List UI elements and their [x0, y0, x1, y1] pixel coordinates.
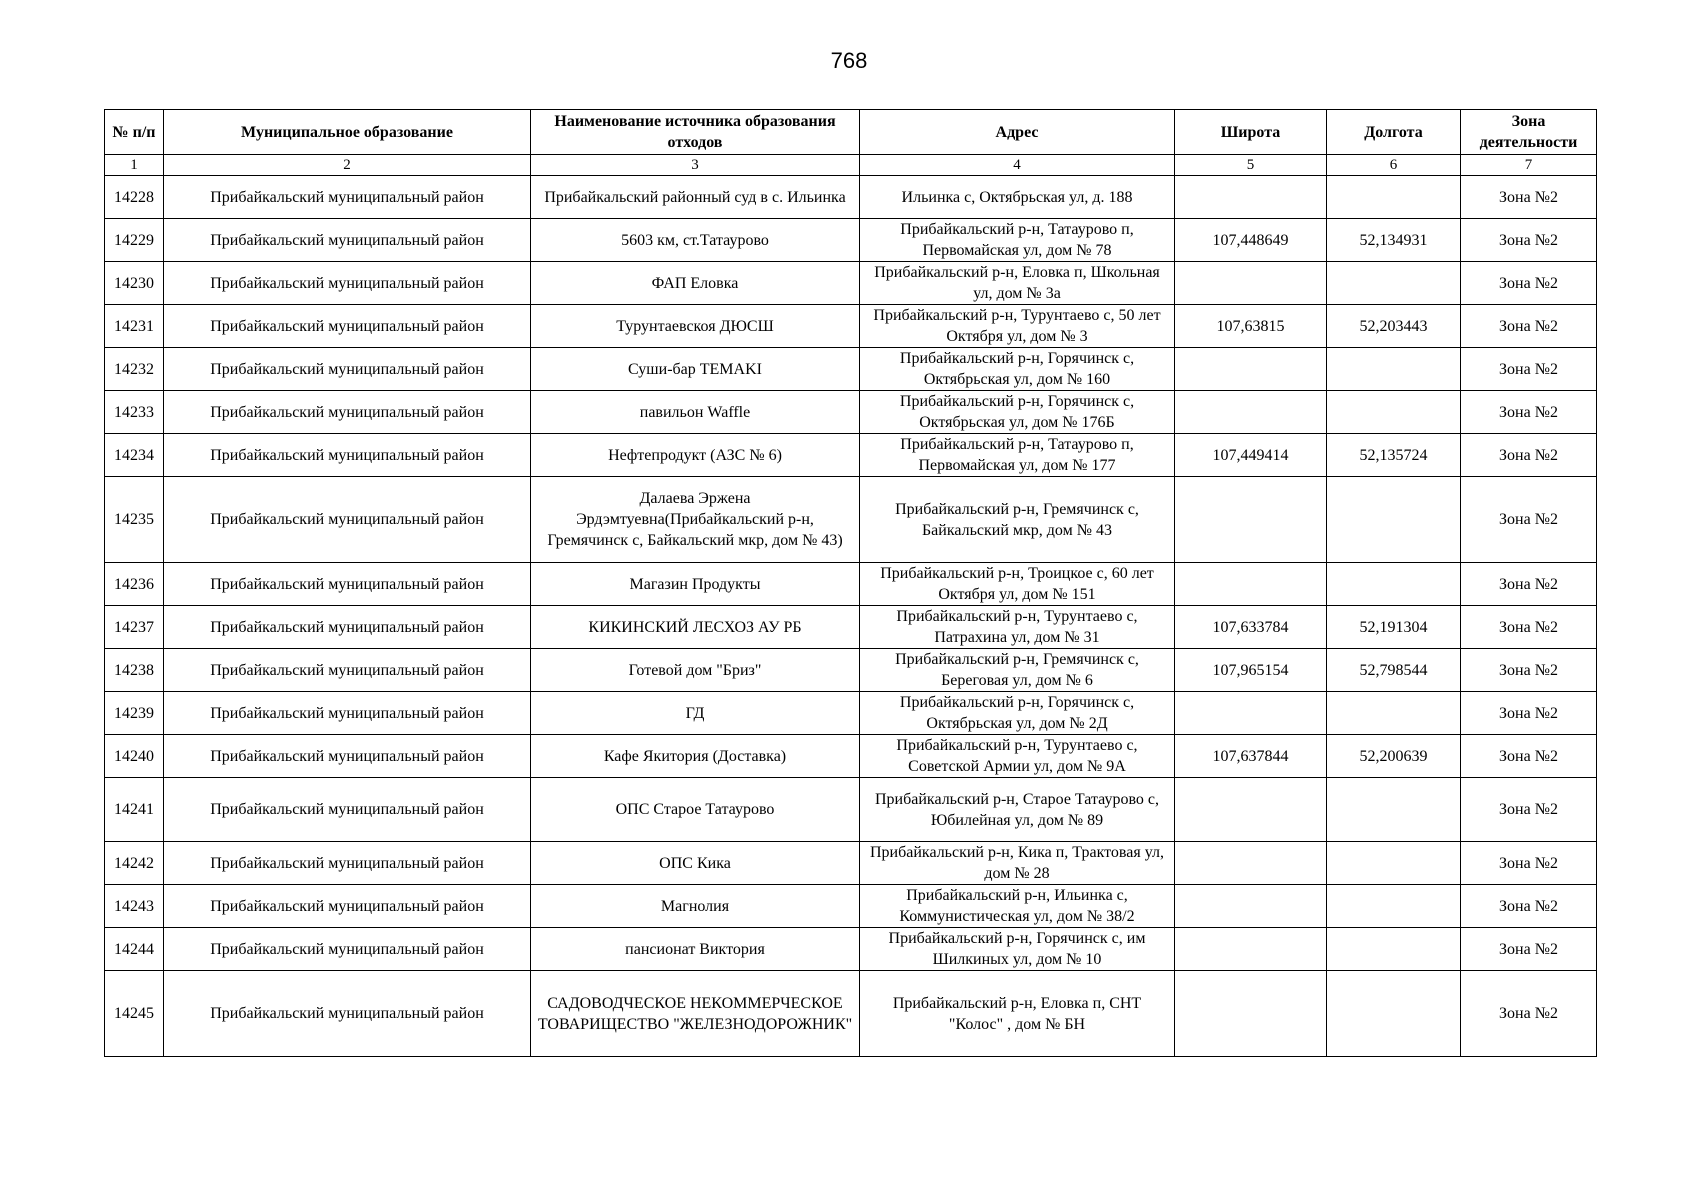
longitude-cell: 52,134931 [1327, 219, 1461, 262]
longitude-cell: 52,798544 [1327, 649, 1461, 692]
row-number-cell: 14240 [105, 735, 164, 778]
longitude-cell [1327, 928, 1461, 971]
header-cell: Муниципальное образование [164, 110, 531, 155]
zone-cell: Зона №2 [1461, 563, 1597, 606]
address-cell: Прибайкальский р-н, Турунтаево с, Советской Армии ул, дом № 9А [860, 735, 1175, 778]
longitude-cell: 52,135724 [1327, 434, 1461, 477]
zone-cell: Зона №2 [1461, 391, 1597, 434]
address-cell: Прибайкальский р-н, Татаурово п, Первомайская ул, дом № 177 [860, 434, 1175, 477]
row-number-cell: 14241 [105, 778, 164, 842]
row-number-cell: 14235 [105, 477, 164, 563]
address-cell: Прибайкальский р-н, Турунтаево с, Патрахина ул, дом № 31 [860, 606, 1175, 649]
address-cell: Прибайкальский р-н, Старое Татаурово с, Юбилейная ул, дом № 89 [860, 778, 1175, 842]
address-cell: Прибайкальский р-н, Ильинка с, Коммунистическая ул, дом № 38/2 [860, 885, 1175, 928]
latitude-cell [1175, 928, 1327, 971]
longitude-cell: 52,200639 [1327, 735, 1461, 778]
zone-cell: Зона №2 [1461, 348, 1597, 391]
row-number-cell: 14231 [105, 305, 164, 348]
source-name-cell: САДОВОДЧЕСКОЕ НЕКОММЕРЧЕСКОЕ ТОВАРИЩЕСТВО "ЖЕЛЕЗНОДОРОЖНИК" [531, 971, 860, 1057]
latitude-cell [1175, 842, 1327, 885]
latitude-cell [1175, 391, 1327, 434]
longitude-cell [1327, 563, 1461, 606]
address-cell: Прибайкальский р-н, Гремячинск с, Береговая ул, дом № 6 [860, 649, 1175, 692]
municipality-cell: Прибайкальский муниципальный район [164, 219, 531, 262]
table-row [105, 176, 1597, 219]
latitude-cell [1175, 477, 1327, 563]
latitude-cell: 107,637844 [1175, 735, 1327, 778]
longitude-cell [1327, 692, 1461, 735]
table-row [105, 434, 1597, 477]
row-number-cell: 14237 [105, 606, 164, 649]
table-row [105, 971, 1597, 1057]
source-name-cell: Магнолия [531, 885, 860, 928]
source-name-cell: павильон Waffle [531, 391, 860, 434]
municipality-cell: Прибайкальский муниципальный район [164, 434, 531, 477]
latitude-cell: 107,63815 [1175, 305, 1327, 348]
longitude-cell: 52,191304 [1327, 606, 1461, 649]
longitude-cell [1327, 262, 1461, 305]
table-row [105, 348, 1597, 391]
table-row [105, 477, 1597, 563]
row-number-cell: 14230 [105, 262, 164, 305]
zone-cell: Зона №2 [1461, 778, 1597, 842]
municipality-cell: Прибайкальский муниципальный район [164, 735, 531, 778]
row-number-cell: 14238 [105, 649, 164, 692]
table-row [105, 885, 1597, 928]
zone-cell: Зона №2 [1461, 885, 1597, 928]
table-row [105, 606, 1597, 649]
zone-cell: Зона №2 [1461, 692, 1597, 735]
municipality-cell: Прибайкальский муниципальный район [164, 305, 531, 348]
source-name-cell: ОПС Кика [531, 842, 860, 885]
municipality-cell: Прибайкальский муниципальный район [164, 778, 531, 842]
zone-cell: Зона №2 [1461, 842, 1597, 885]
source-name-cell: Далаева Эржена Эрдэмтуевна(Прибайкальский р-н, Гремячинск с, Байкальский мкр, дом № 43) [531, 477, 860, 563]
table-row [105, 262, 1597, 305]
latitude-cell: 107,965154 [1175, 649, 1327, 692]
latitude-cell [1175, 348, 1327, 391]
row-number-cell: 14243 [105, 885, 164, 928]
longitude-cell [1327, 885, 1461, 928]
municipality-cell: Прибайкальский муниципальный район [164, 842, 531, 885]
source-name-cell: Прибайкальский районный суд в с. Ильинка [531, 176, 860, 219]
municipality-cell: Прибайкальский муниципальный район [164, 348, 531, 391]
latitude-cell [1175, 971, 1327, 1057]
table-row [105, 305, 1597, 348]
address-cell: Прибайкальский р-н, Горячинск с, им Шилкиных ул, дом № 10 [860, 928, 1175, 971]
page-number: 768 [830, 48, 868, 73]
zone-cell: Зона №2 [1461, 606, 1597, 649]
zone-cell: Зона №2 [1461, 971, 1597, 1057]
row-number-cell: 14234 [105, 434, 164, 477]
row-number-cell: 14242 [105, 842, 164, 885]
longitude-cell [1327, 176, 1461, 219]
header-cell: Наименование источника образования отходов [531, 110, 860, 155]
longitude-cell: 52,203443 [1327, 305, 1461, 348]
row-number-cell: 14245 [105, 971, 164, 1057]
zone-cell: Зона №2 [1461, 176, 1597, 219]
table-row [105, 692, 1597, 735]
row-number-cell: 14233 [105, 391, 164, 434]
header-cell: № п/п [105, 110, 164, 155]
header-cell: Широта [1175, 110, 1327, 155]
source-name-cell: ГД [531, 692, 860, 735]
source-name-cell: Готевой дом "Бриз" [531, 649, 860, 692]
column-number: 6 [1327, 155, 1461, 176]
source-name-cell: Кафе Якитория (Доставка) [531, 735, 860, 778]
source-name-cell: пансионат Виктория [531, 928, 860, 971]
zone-cell: Зона №2 [1461, 477, 1597, 563]
longitude-cell [1327, 477, 1461, 563]
zone-cell: Зона №2 [1461, 219, 1597, 262]
header-cell: Зона деятельности [1461, 110, 1597, 155]
table-row [105, 563, 1597, 606]
address-cell: Прибайкальский р-н, Еловка п, СНТ "Колос" , дом № БН [860, 971, 1175, 1057]
table-body [105, 176, 1597, 1057]
column-number: 2 [164, 155, 531, 176]
zone-cell: Зона №2 [1461, 928, 1597, 971]
address-cell: Прибайкальский р-н, Троицкое с, 60 лет Октября ул, дом № 151 [860, 563, 1175, 606]
address-cell: Прибайкальский р-н, Горячинск с, Октябрьская ул, дом № 176Б [860, 391, 1175, 434]
latitude-cell [1175, 262, 1327, 305]
address-cell: Прибайкальский р-н, Горячинск с, Октябрьская ул, дом № 2Д [860, 692, 1175, 735]
source-name-cell: Суши-бар TEMAKI [531, 348, 860, 391]
address-cell: Прибайкальский р-н, Еловка п, Школьная ул, дом № 3а [860, 262, 1175, 305]
source-name-cell: ОПС Старое Татаурово [531, 778, 860, 842]
municipality-cell: Прибайкальский муниципальный район [164, 176, 531, 219]
table-row [105, 928, 1597, 971]
source-name-cell: ФАП Еловка [531, 262, 860, 305]
municipality-cell: Прибайкальский муниципальный район [164, 606, 531, 649]
latitude-cell [1175, 563, 1327, 606]
column-number-row [105, 155, 1597, 176]
longitude-cell [1327, 391, 1461, 434]
longitude-cell [1327, 778, 1461, 842]
table-row [105, 649, 1597, 692]
zone-cell: Зона №2 [1461, 735, 1597, 778]
address-cell: Ильинка с, Октябрьская ул, д. 188 [860, 176, 1175, 219]
header-cell: Долгота [1327, 110, 1461, 155]
latitude-cell [1175, 885, 1327, 928]
column-number: 4 [860, 155, 1175, 176]
address-cell: Прибайкальский р-н, Кика п, Трактовая ул, дом № 28 [860, 842, 1175, 885]
address-cell: Прибайкальский р-н, Турунтаево с, 50 лет Октября ул, дом № 3 [860, 305, 1175, 348]
row-number-cell: 14232 [105, 348, 164, 391]
row-number-cell: 14244 [105, 928, 164, 971]
column-number: 1 [105, 155, 164, 176]
municipality-cell: Прибайкальский муниципальный район [164, 563, 531, 606]
row-number-cell: 14236 [105, 563, 164, 606]
header-cell: Адрес [860, 110, 1175, 155]
longitude-cell [1327, 842, 1461, 885]
longitude-cell [1327, 971, 1461, 1057]
source-name-cell: Магазин Продукты [531, 563, 860, 606]
municipality-cell: Прибайкальский муниципальный район [164, 692, 531, 735]
source-name-cell: 5603 км, ст.Татаурово [531, 219, 860, 262]
latitude-cell: 107,633784 [1175, 606, 1327, 649]
latitude-cell [1175, 176, 1327, 219]
municipality-cell: Прибайкальский муниципальный район [164, 885, 531, 928]
latitude-cell: 107,449414 [1175, 434, 1327, 477]
table-row [105, 842, 1597, 885]
source-name-cell: КИКИНСКИЙ ЛЕСХОЗ АУ РБ [531, 606, 860, 649]
municipality-cell: Прибайкальский муниципальный район [164, 971, 531, 1057]
zone-cell: Зона №2 [1461, 434, 1597, 477]
municipality-cell: Прибайкальский муниципальный район [164, 928, 531, 971]
latitude-cell [1175, 692, 1327, 735]
municipality-cell: Прибайкальский муниципальный район [164, 262, 531, 305]
source-name-cell: Турунтаевскоя ДЮСШ [531, 305, 860, 348]
row-number-cell: 14229 [105, 219, 164, 262]
table-row [105, 391, 1597, 434]
table-row [105, 735, 1597, 778]
column-number: 5 [1175, 155, 1327, 176]
zone-cell: Зона №2 [1461, 262, 1597, 305]
latitude-cell: 107,448649 [1175, 219, 1327, 262]
waste-sources-table [104, 109, 1597, 1057]
longitude-cell [1327, 348, 1461, 391]
source-name-cell: Нефтепродукт (АЗС № 6) [531, 434, 860, 477]
address-cell: Прибайкальский р-н, Гремячинск с, Байкальский мкр, дом № 43 [860, 477, 1175, 563]
zone-cell: Зона №2 [1461, 305, 1597, 348]
municipality-cell: Прибайкальский муниципальный район [164, 477, 531, 563]
table-row [105, 219, 1597, 262]
header-row [105, 110, 1597, 155]
zone-cell: Зона №2 [1461, 649, 1597, 692]
row-number-cell: 14239 [105, 692, 164, 735]
address-cell: Прибайкальский р-н, Горячинск с, Октябрьская ул, дом № 160 [860, 348, 1175, 391]
address-cell: Прибайкальский р-н, Татаурово п, Первомайская ул, дом № 78 [860, 219, 1175, 262]
latitude-cell [1175, 778, 1327, 842]
row-number-cell: 14228 [105, 176, 164, 219]
municipality-cell: Прибайкальский муниципальный район [164, 391, 531, 434]
column-number: 7 [1461, 155, 1597, 176]
table-row [105, 778, 1597, 842]
municipality-cell: Прибайкальский муниципальный район [164, 649, 531, 692]
column-number: 3 [531, 155, 860, 176]
